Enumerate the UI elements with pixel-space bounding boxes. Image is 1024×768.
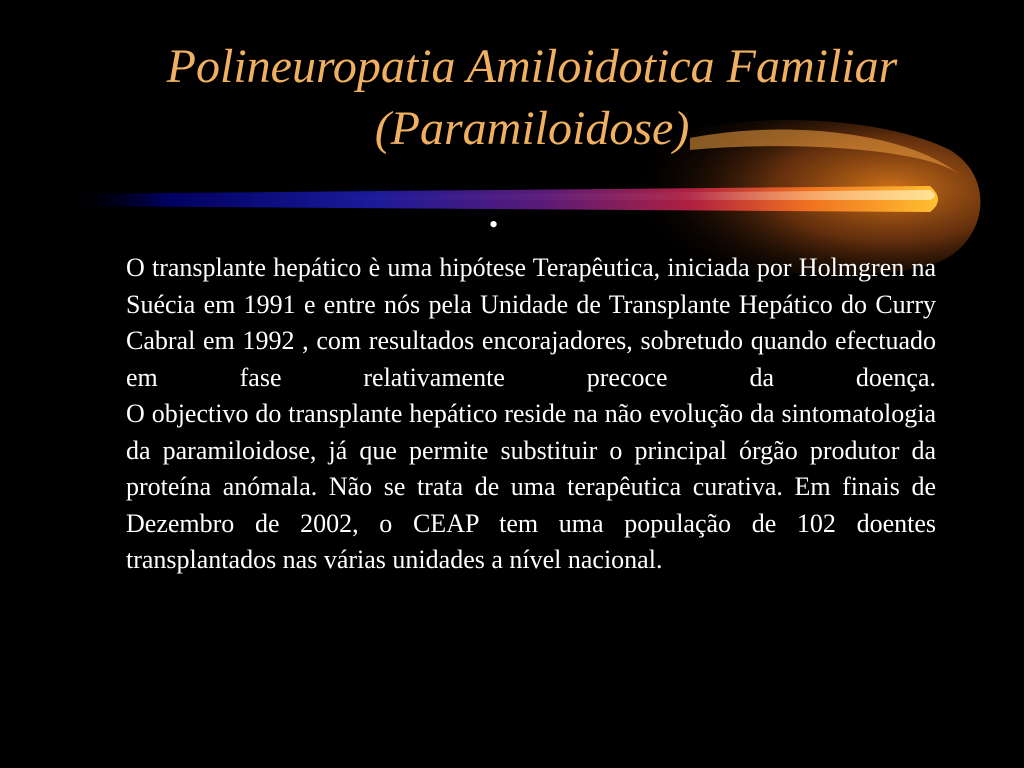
slide-title bbox=[20, 36, 1024, 160]
body-text bbox=[126, 250, 936, 579]
paragraph-transplant-intro: O transplante hepático è uma hipótese Terapêutica, iniciada por Holmgren na Suécia em 1991 e entre nós pela Unidade de Transplante Hepático do Curry Cabral em 1992 , com resultados encorajadores, sobretudo quando efectuado em fase relativamente precoce da doença. bbox=[126, 253, 936, 392]
title-line-1: Polineuropatia Amiloidotica Familiar bbox=[166, 40, 898, 93]
title-line-2: (Paramiloidose) bbox=[374, 102, 690, 155]
paragraph-transplant-objective: O objectivo do transplante hepático reside na não evolução da sintomatologia da paramiloidose, já que permite substituir o principal órgão produtor da proteína anómala. Não se trata de uma terapêutica curativa. Em finais de Dezembro de 2002, o CEAP tem uma população de 102 doentes transplantados nas várias unidades a nível nacional. bbox=[126, 399, 936, 574]
bullet-marker: • bbox=[489, 210, 499, 239]
